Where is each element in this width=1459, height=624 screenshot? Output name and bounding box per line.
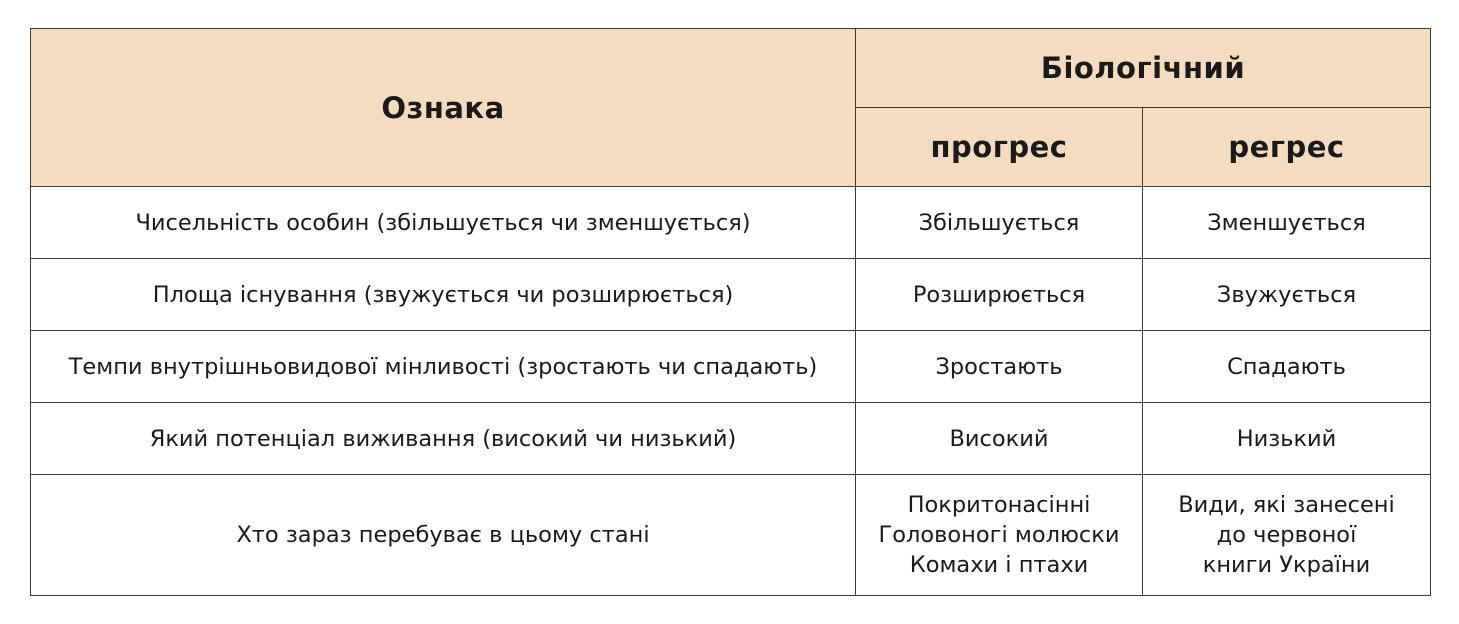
progress-line: Комахи і птахи bbox=[909, 552, 1089, 578]
header-group: Біологічний bbox=[856, 29, 1431, 108]
feature-cell: Чисельність особин (збільшується чи зменшується) bbox=[31, 187, 856, 259]
progress-line: Високий bbox=[949, 425, 1049, 452]
progress-cell bbox=[856, 259, 1143, 331]
feature-cell: Хто зараз перебуває в цьому стані bbox=[31, 475, 856, 596]
table-row bbox=[31, 403, 1431, 475]
table-row bbox=[31, 187, 1431, 259]
regress-line: Звужується bbox=[1216, 281, 1357, 308]
regress-line: Спадають bbox=[1227, 353, 1346, 380]
regress-line: Низький bbox=[1236, 425, 1337, 452]
progress-cell bbox=[856, 187, 1143, 259]
header-regress: регрес bbox=[1143, 108, 1431, 187]
regress-cell bbox=[1143, 331, 1431, 403]
feature-cell: Темпи внутрішньовидової мінливості (зростають чи спадають) bbox=[31, 331, 856, 403]
progress-line: Покритонасінні bbox=[907, 492, 1091, 518]
table-row bbox=[31, 259, 1431, 331]
regress-cell bbox=[1143, 403, 1431, 475]
table-header bbox=[31, 29, 1431, 187]
header-row-top bbox=[31, 29, 1431, 108]
regress-line: до червоної bbox=[1216, 522, 1357, 548]
comparison-table bbox=[30, 28, 1431, 596]
table-row bbox=[31, 475, 1431, 596]
regress-line: Види, які занесені bbox=[1178, 492, 1395, 518]
table-row bbox=[31, 331, 1431, 403]
progress-line: Розширюється bbox=[912, 281, 1086, 308]
progress-cell bbox=[856, 475, 1143, 596]
progress-line: Збільшується bbox=[918, 209, 1080, 236]
regress-line: Зменшується bbox=[1207, 209, 1366, 236]
progress-line: Головоногі молюски bbox=[878, 522, 1120, 548]
regress-cell bbox=[1143, 259, 1431, 331]
feature-cell: Який потенціал виживання (високий чи низький) bbox=[31, 403, 856, 475]
header-progress: прогрес bbox=[856, 108, 1143, 187]
progress-cell bbox=[856, 403, 1143, 475]
regress-line: книги України bbox=[1202, 552, 1371, 578]
progress-line: Зростають bbox=[935, 353, 1063, 380]
regress-cell bbox=[1143, 187, 1431, 259]
progress-cell bbox=[856, 331, 1143, 403]
regress-cell bbox=[1143, 475, 1431, 596]
table-body bbox=[31, 187, 1431, 596]
header-feature: Ознака bbox=[31, 29, 856, 187]
feature-cell: Площа існування (звужується чи розширюється) bbox=[31, 259, 856, 331]
